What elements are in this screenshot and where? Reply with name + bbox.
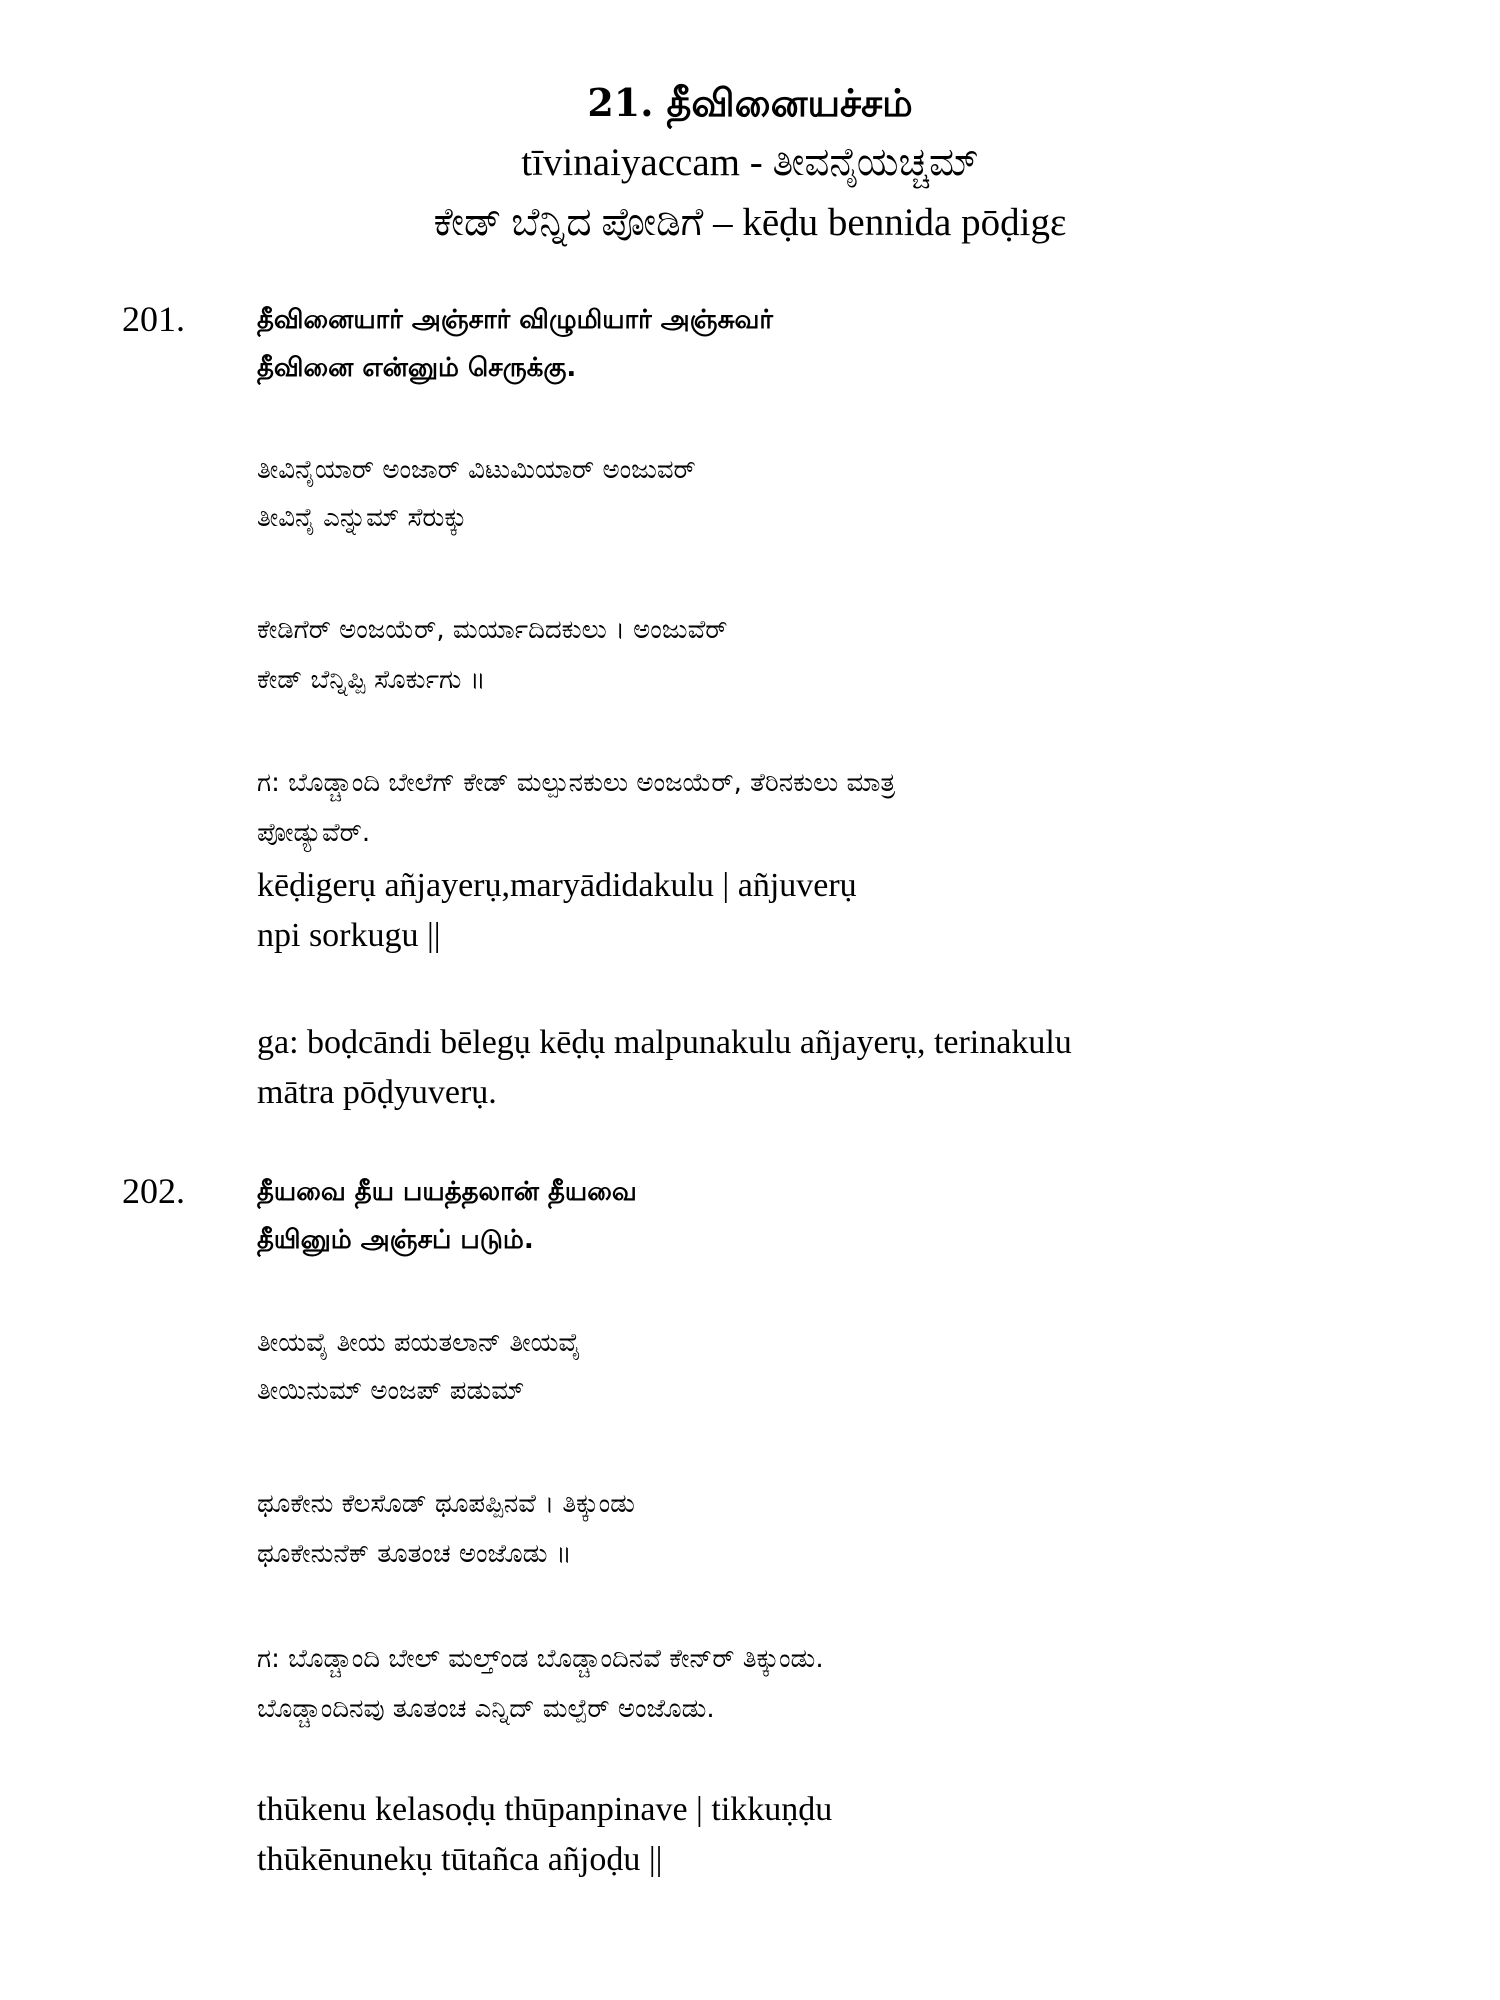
verse-line: ಕೇಡಿಗೆರ್ ಅಂಜಯೆರ್, ಮರ್ಯಾದಿದಕುಲು । ಅಂಜುವೆರ್ <box>257 615 728 645</box>
verse-line: thūkenu kelasoḍụ thūpanpinave | tikkuṇḍu <box>257 1791 833 1828</box>
verse-line: ಬೊಡ್ಚಾಂದಿನವು ತೂತಂಚ ಎನ್ನಿದ್ ಮಲ್ಪೆರ್ ಅಂಜೊಡು. <box>257 1694 715 1724</box>
verse-line: npi sorkugu || <box>257 917 441 954</box>
verse-line: ತೀವಿನೈ ಎನ್ನುಮ್ ಸೆರುಕ್ಕು <box>257 503 467 533</box>
verse-line: ಕೇಡ್ ಬೆನ್ನಿಪ್ಪಿ ಸೊರ್ಕುಗು ॥ <box>257 665 486 695</box>
verse-line: தீயவை தீய பயத்தலான் தீயவை <box>257 1177 637 1207</box>
verse-tamil-in-kannada <box>257 446 1397 542</box>
verse-tamil-in-kannada <box>257 1319 1397 1415</box>
verse-line: ಗ: ಬೊಡ್ಚಾಂದಿ ಬೇಲೆಗ್ ಕೇಡ್ ಮಲ್ಪುನಕುಲು ಅಂಜಯೆರ್, ತೆರಿನಕುಲು ಮಾತ್ರ <box>257 768 896 798</box>
verse-line: ತೀಯಿನುಮ್ ಅಂಜಪ್ ಪಡುಮ್ <box>257 1376 525 1406</box>
chapter-subtitle-tulu: ಕೇಡ್ ಬೆನ್ನಿದ ಪೋಡಿಗೆ – kēḍu bennida pōḍigɛ <box>433 201 1067 244</box>
verse-line: ತೀವಿನೈಯಾರ್ ಅಂಜಾರ್ ವಿಟುಮಿಯಾರ್ ಅಂಜುವರ್ <box>257 455 696 485</box>
verse-line: ಗ: ಬೊಡ್ಚಾಂದಿ ಬೇಲ್ ಮಲ್ತ್‌ಂಡ ಬೊಡ್ಚಾಂದಿನವೆ ಕೇನ್‌ರ್ ತಿಕ್ಕುಂಡು. <box>257 1644 824 1674</box>
verse-gloss <box>257 1634 1397 1734</box>
verse-number: 201. <box>122 299 185 339</box>
verse-tulu-translation <box>257 605 1397 705</box>
verse-number: 202. <box>122 1171 185 1211</box>
verse-tamil-text <box>257 1168 1397 1264</box>
verse-gloss <box>257 758 1397 858</box>
verse-gloss-roman <box>257 1018 1397 1118</box>
verse-line: தீவினை என்னும் செருக்கு. <box>257 353 577 383</box>
verse-line: ಥೂಕೇನುನೆಕ್ ತೂತಂಚ ಅಂಜೊಡು ॥ <box>257 1539 572 1569</box>
verse-tulu-translation <box>257 1479 1397 1579</box>
chapter-subtitle-transliteration: tīvinaiyaccam - ತೀವನೈಯಚ್ಚಮ್ <box>521 141 979 184</box>
verse-line: kēḍigerụ añjayerụ,maryādidakulu | añjuverụ <box>257 867 857 904</box>
chapter-title: 21. தீவினையச்சம் <box>587 80 913 125</box>
verse-line: ತೀಯವೈ ತೀಯ ಪಯತಲಾನ್ ತೀಯವೈ <box>257 1328 581 1358</box>
verse-line: தீவினையார் அஞ்சார் விழுமியார் அஞ்சுவர் <box>257 305 774 335</box>
verse-line: ಪೋಡ್ಯುವೆರ್. <box>257 818 371 848</box>
verse-tamil-text <box>257 296 1397 392</box>
verse-line: ಥೂಕೇನು ಕೆಲಸೊಡ್ ಥೂಪಪ್ಪಿನವೆ । ತಿಕ್ಕುಂಡು <box>257 1489 635 1519</box>
verse-tulu-roman <box>257 861 1397 961</box>
verse-line: mātra pōḍyuverụ. <box>257 1074 497 1111</box>
verse-line: தீயினும் அஞ்சப் படும். <box>257 1225 534 1255</box>
verse-tulu-roman <box>257 1785 1397 1885</box>
verse-line: ga: boḍcāndi bēlegụ kēḍụ malpunakulu añjayerụ, terinakulu <box>257 1024 1072 1061</box>
verse-line: thūkēnunekụ tūtañca añjoḍu || <box>257 1841 663 1878</box>
